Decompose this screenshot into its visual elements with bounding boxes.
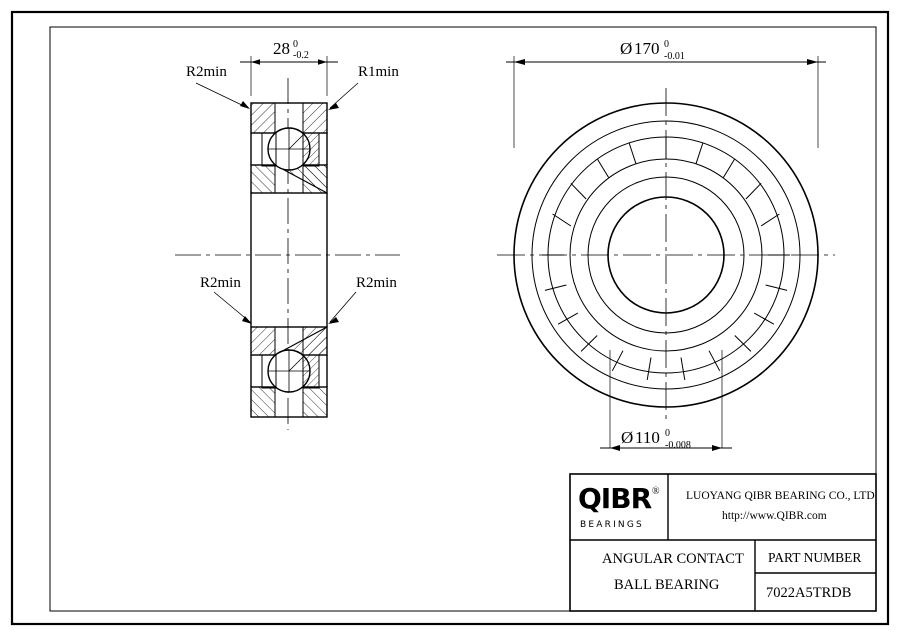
inner-ring-lower-hatch-left: [251, 327, 275, 355]
od-symbol: Ø: [620, 39, 633, 58]
outer-ring-lower-hatch-left: [251, 387, 275, 417]
callout-label-bottom-left: R2min: [200, 275, 241, 291]
product-line-2: BALL BEARING: [614, 577, 720, 593]
od-lower-tolerance: -0.01: [664, 51, 685, 62]
bore-nominal: 110: [635, 428, 660, 447]
bore-symbol: Ø: [621, 428, 634, 447]
company-name: LUOYANG QIBR BEARING CO., LTD: [686, 490, 875, 502]
width-nominal: 28: [273, 39, 290, 58]
logo-brand-text: QIBR: [578, 482, 652, 515]
width-lower-tolerance: -0.2: [293, 50, 309, 61]
bore-lower-tolerance: -0.008: [665, 440, 691, 451]
inner-ring-upper-hatch-left: [251, 165, 275, 193]
od-upper-tolerance: 0: [664, 39, 669, 50]
width-upper-tolerance: 0: [293, 39, 298, 50]
logo-registered-mark: ®: [652, 486, 660, 497]
part-number-label: PART NUMBER: [768, 550, 862, 565]
callout-label-top-left: R2min: [186, 64, 227, 80]
outer-ring-upper-hatch-right: [303, 103, 327, 133]
outer-ring-upper-hatch-left: [251, 103, 275, 133]
outer-ring-lower-hatch-right: [303, 387, 327, 417]
callout-label-bottom-right: R2min: [356, 275, 397, 291]
bore-upper-tolerance: 0: [665, 428, 670, 439]
part-number-value: 7022A5TRDB: [766, 585, 852, 601]
logo-tagline: BEARINGS: [580, 520, 644, 530]
product-line-1: ANGULAR CONTACT: [602, 551, 744, 567]
callout-label-top-right: R1min: [358, 64, 399, 80]
od-nominal: 170: [634, 39, 660, 58]
company-website: http://www.QIBR.com: [722, 510, 827, 522]
cage-upper-right: [303, 133, 319, 166]
cage-lower-right: [303, 355, 319, 388]
